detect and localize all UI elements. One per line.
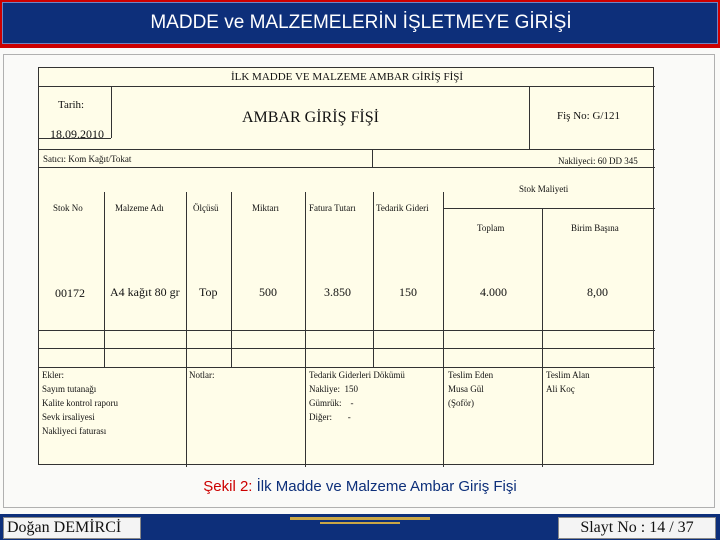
ekler-item: Sayım tutanağı — [42, 384, 97, 394]
tedarik-dokumu-item-value: 150 — [344, 384, 358, 394]
rule-stok-maliyeti — [443, 208, 655, 209]
row-fatura-tutari: 3.850 — [324, 285, 351, 299]
ekler-item: Kalite kontrol raporu — [42, 398, 118, 408]
figure-caption — [0, 478, 720, 495]
satici-value: Kom Kağıt/Tokat — [68, 154, 132, 164]
col-miktari: Miktarı — [252, 203, 279, 213]
ekler-item: Nakliyeci faturası — [42, 426, 107, 436]
col-toplam: Toplam — [477, 223, 505, 233]
row-birim-basina: 8,00 — [587, 285, 608, 299]
fis-no-value: G/121 — [592, 110, 620, 122]
satici-label: Satıcı: — [43, 154, 66, 164]
fis-no — [557, 110, 620, 122]
col-fatura-tutari: Fatura Tutarı — [309, 203, 356, 213]
tedarik-dokumu-item-label: Gümrük: — [309, 398, 342, 408]
rule-tarih-right — [111, 86, 112, 138]
nakliyeci — [558, 156, 638, 166]
satici — [43, 154, 131, 164]
col-line-2 — [186, 192, 187, 467]
ekler-label: Ekler: — [42, 370, 64, 380]
col-tedarik-gideri: Tedarik Gideri — [376, 203, 429, 213]
teslim-eden-label: Teslim Eden — [448, 370, 494, 380]
row-stok-no: 00172 — [55, 286, 85, 300]
rule-row-3 — [39, 367, 655, 368]
row-olcusu: Top — [199, 285, 218, 299]
col-line-1 — [104, 192, 105, 367]
tedarik-dokumu-item-value: - — [347, 412, 351, 422]
form-header: İLK MADDE VE MALZEME AMBAR GİRİŞ FİŞİ — [230, 71, 464, 83]
col-malzeme-adi: Malzeme Adı — [115, 203, 164, 213]
footer-ornament — [290, 517, 430, 520]
tarih-label: Tarih: — [58, 99, 85, 111]
teslim-eden-role: (Şoför) — [448, 398, 474, 408]
col-line-4 — [305, 192, 306, 467]
slide-title-bar — [0, 0, 720, 48]
row-toplam: 4.000 — [480, 285, 507, 299]
ambar-giris-fisi-form — [38, 67, 654, 465]
slide-number: 14 / 37 — [649, 519, 694, 536]
rule-satici-split — [372, 149, 373, 167]
notlar-label: Notlar: — [189, 370, 215, 380]
stok-maliyeti-header: Stok Maliyeti — [519, 184, 569, 194]
teslim-alan-name: Ali Koç — [546, 384, 575, 394]
caption-prefix: Şekil 2: — [203, 478, 253, 495]
slide-number-box — [558, 517, 716, 539]
nakliyeci-value: 60 DD 345 — [597, 156, 638, 166]
tedarik-dokumu-item — [309, 384, 358, 394]
rule-row-1 — [39, 330, 655, 331]
slide-title-panel — [2, 2, 718, 44]
col-line-7 — [542, 208, 543, 467]
rule-row-2 — [39, 348, 655, 349]
author-box: Doğan DEMİRCİ — [3, 517, 141, 539]
row-miktari: 500 — [259, 285, 277, 299]
footer-ornament — [320, 522, 400, 524]
form-title: AMBAR GİRİŞ FİŞİ — [242, 109, 379, 126]
tarih-value: 18.09.2010 — [50, 127, 104, 141]
slide-title: MADDE ve MALZEMELERİN İŞLETMEYE GİRİŞİ — [150, 12, 572, 33]
rule-nakliyeci — [39, 167, 655, 168]
fis-no-label: Fiş No: — [557, 110, 590, 122]
teslim-eden-name: Musa Gül — [448, 384, 484, 394]
nakliyeci-label: Nakliyeci: — [558, 156, 596, 166]
caption-text: İlk Madde ve Malzeme Ambar Giriş Fişi — [256, 478, 517, 495]
col-birim-basina: Birim Başına — [571, 223, 619, 233]
row-malzeme-adi: A4 kağıt 80 gr — [110, 285, 180, 299]
col-olcusu: Ölçüsü — [193, 203, 219, 213]
slide-number-label: Slayt No : — [580, 519, 646, 536]
rule-fisno-left — [529, 86, 530, 149]
tedarik-dokumu-item-value: - — [350, 398, 354, 408]
rule-header — [39, 86, 655, 87]
tedarik-dokumu-label: Tedarik Giderleri Dökümü — [309, 370, 405, 380]
col-line-5 — [373, 192, 374, 367]
col-stok-no: Stok No — [53, 203, 83, 213]
col-line-3 — [231, 192, 232, 367]
col-line-6 — [443, 192, 444, 467]
tedarik-dokumu-item-label: Diğer: — [309, 412, 332, 422]
rule-satici — [39, 149, 655, 150]
tedarik-dokumu-item — [309, 398, 354, 408]
tedarik-dokumu-item — [309, 412, 351, 422]
row-tedarik-gideri: 150 — [399, 285, 417, 299]
tedarik-dokumu-item-label: Nakliye: — [309, 384, 340, 394]
ekler-item: Sevk irsaliyesi — [42, 412, 95, 422]
teslim-alan-label: Teslim Alan — [546, 370, 590, 380]
